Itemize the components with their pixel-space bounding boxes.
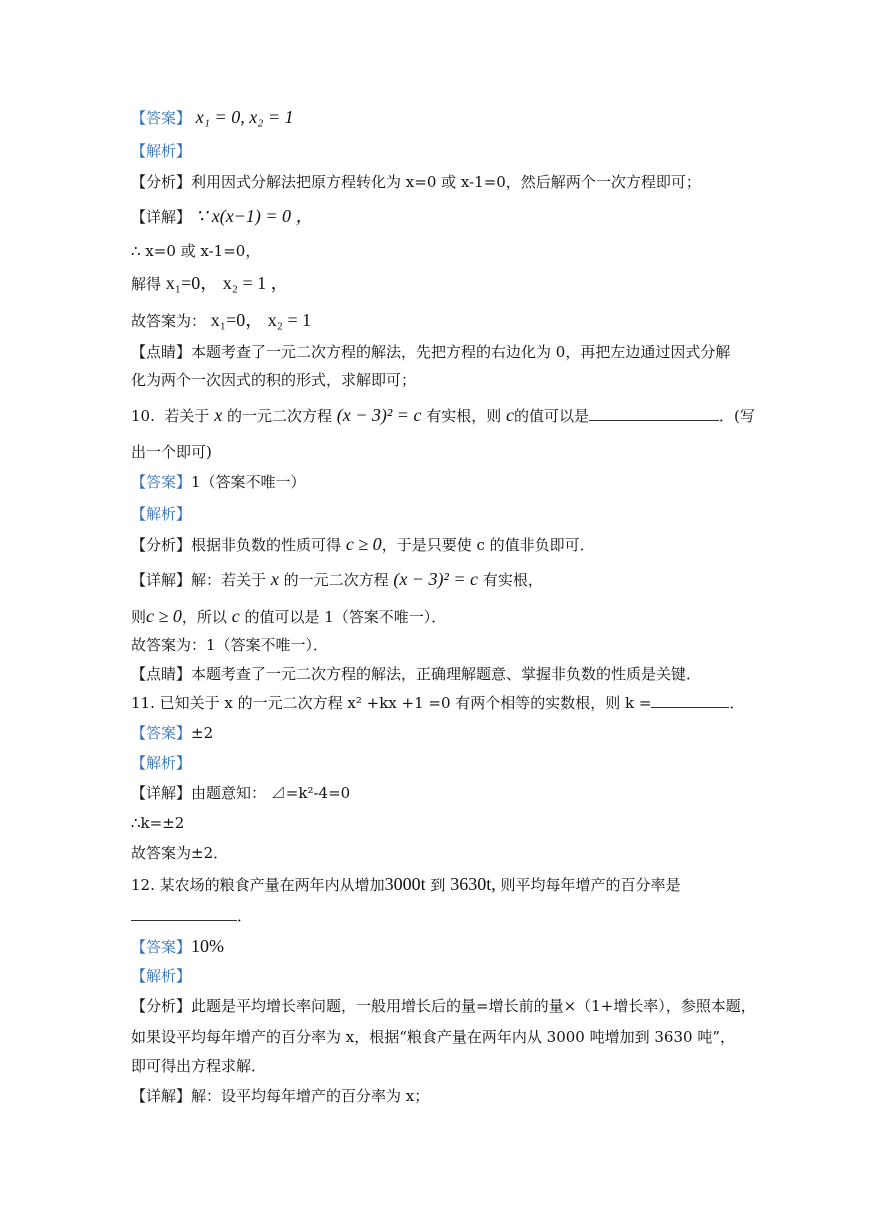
answer-label: 【答案】: [131, 109, 192, 127]
analysis-label: 【解析】: [131, 142, 192, 160]
q10-answer-line: 【答案】1（答案不唯一）: [131, 473, 306, 491]
q11-detail-line: 【详解】由题意知： ⊿=k²-4=0: [131, 784, 351, 802]
q9-answer-math: x₁ = 0, x₂ = 1: [195, 107, 294, 127]
q10-stem-line2: 出一个即可): [131, 443, 212, 461]
q9-comment-line1: 【点睛】本题考查了一元二次方程的解法，先把方程的右边化为 0，再把左边通过因式分解: [131, 343, 731, 361]
q10-number: 10.: [131, 407, 155, 425]
q11-answer-blank[interactable]: [651, 693, 729, 708]
q9-comment-line2: 化为两个一次因式的积的形式，求解即可；: [131, 371, 417, 389]
q11-stem-line: 11. 已知关于 x 的一元二次方程 x² +kx +1 =0 有两个相等的实数根，则 k = ．: [131, 694, 745, 712]
q9-step1: ∴ x=0 或 x-1=0，: [131, 242, 261, 260]
q9-fenxi-text: 利用因式分解法把原方程转化为 x=0 或 x-1=0，然后解两个一次方程即可；: [191, 173, 701, 191]
q12-stem-line2: ．: [131, 905, 252, 927]
q10-comment-line: 【点睛】本题考查了一元二次方程的解法，正确理解题意、掌握非负数的性质是关键．: [131, 665, 702, 683]
fenxi-label: 【分析】: [131, 173, 192, 191]
q12-fenxi-line1: 【分析】此题是平均增长率问题，一般用增长后的量=增长前的量×（1+增长率），参照本题，: [131, 997, 756, 1015]
q12-answer-line: 【答案】10%: [131, 936, 225, 956]
q10-stem-line1: 10. 若关于 x 的一元二次方程 (x − 3)² = c 有实根，则 c的值可以是 ．(写: [131, 405, 755, 425]
q12-stem-line1: 12. 某农场的粮食产量在两年内从增加3000t 到 3630t, 则平均每年增产的百分率是: [131, 874, 681, 894]
q11-answer-line: 【答案】±2: [131, 724, 214, 742]
q12-detail-line: 【详解】解：设平均每年增产的百分率为 x；: [131, 1087, 430, 1105]
q10-then-line: 则c ≥ 0，所以 c 的值可以是 1（答案不唯一）．: [131, 606, 447, 626]
q12-fenxi-line2: 如果设平均每年增产的百分率为 x，根据“粮食产量在两年内从 3000 吨增加到 3630 吨”，: [131, 1028, 735, 1046]
q9-answer-line: [131, 106, 294, 129]
q11-step1: ∴k=±2: [131, 814, 185, 832]
q9-step3-math: x₁=0， x₂ = 1: [210, 310, 312, 330]
q9-detail-line: [131, 205, 314, 228]
q11-final: 故答案为±2．: [131, 844, 229, 862]
q12-analysis-label: 【解析】: [131, 967, 192, 985]
q10-equation: (x − 3)² = c: [336, 405, 422, 425]
q10-answer-blank[interactable]: [589, 406, 719, 421]
q9-step3: 故答案为： x₁=0， x₂ = 1: [131, 310, 312, 330]
q10-fenxi-line: 【分析】根据非负数的性质可得 c ≥ 0，于是只要使 c 的值非负即可．: [131, 534, 595, 554]
q9-step2-math: x₁=0， x₂ = 1 ，: [165, 273, 289, 293]
detail-label: 【详解】: [131, 208, 192, 226]
comment-label: 【点睛】: [131, 343, 192, 361]
q10-final: 故答案为：1（答案不唯一）．: [131, 636, 329, 654]
q9-fenxi-line: [131, 171, 701, 193]
q9-detail-math: ∵ x(x−1) = 0 ，: [195, 206, 314, 226]
q12-answer-blank[interactable]: [131, 906, 237, 921]
q10-detail-line: 【详解】解：若关于 x 的一元二次方程 (x − 3)² = c 有实根，: [131, 569, 543, 589]
q9-step2: 解得 x₁=0， x₂ = 1 ，: [131, 273, 289, 293]
q12-fenxi-line3: 即可得出方程求解．: [131, 1057, 267, 1075]
q11-analysis-label: 【解析】: [131, 754, 192, 772]
q10-analysis-label: 【解析】: [131, 505, 192, 523]
